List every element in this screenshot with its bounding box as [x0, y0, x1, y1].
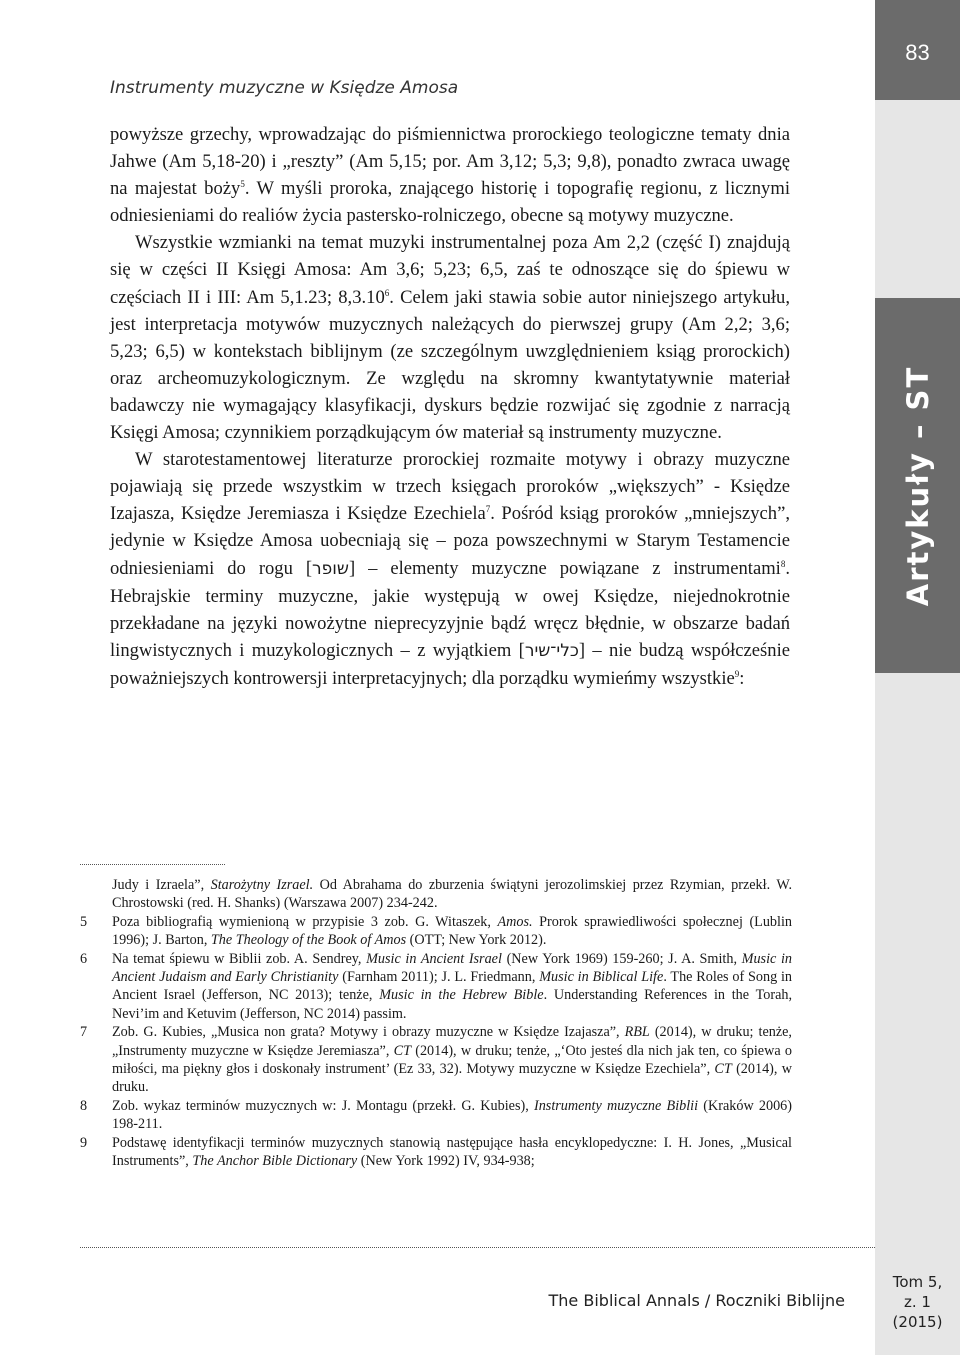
footnote-number: 7 — [80, 1024, 88, 1041]
footnote-6: 6 Na temat śpiewu w Biblii zob. A. Sendrey, Music in Ancient Israel (New York 1969) 159-260; J. A. Smith, Music in Ancient Judaism and Early Christianity (Farnham 2011); J. L. Friedmann, Music in Biblical Life. The Roles of Song in Ancient Israel (Jefferson, NC 2013); tenże, Music in the Hebrew Bible. Understanding References in the Torah, Nevi’im and Ketuvim (Jefferson, NC 2014) passim. — [80, 950, 793, 1022]
footnote-ref-8[interactable]: 8 — [780, 558, 786, 569]
footnote-ref-9[interactable]: 9 — [734, 668, 740, 679]
footnotes — [80, 876, 792, 1171]
volume-line-2: z. 1 — [904, 1293, 931, 1311]
body-text — [110, 121, 790, 692]
footnote-ref-5[interactable]: 5 — [240, 179, 245, 189]
footer-rule — [80, 1247, 875, 1248]
footnote-number: 9 — [80, 1134, 88, 1151]
footnote-7: 7 Zob. G. Kubies, „Musica non grata? Motywy i obrazy muzyczne w Księdze Izajasza”, RBL (2014), w druku; tenże, „Instrumenty muzyczne w Księdze Jeremiasza”, CT (2014), w druku; tenże, „‘Oto jesteś dla nich jak ten, co śpiewa o miłości, ma piękny głos i doskonały instrument’ (Ez 33, 32). Motywy muzyczne w Księdze Ezechiela”, CT (2014), w druku. — [80, 1024, 792, 1096]
footnote-number: 6 — [80, 950, 88, 967]
section-tab — [875, 298, 960, 673]
volume-line-1: Tom 5, — [892, 1273, 943, 1291]
side-strip — [875, 0, 960, 1355]
page-number: 83 — [875, 0, 960, 100]
footnote-5: 5 Poza bibliografią wymienioną w przypisie 3 zob. G. Witaszek, Amos. Prorok sprawiedliwości społecznej (Lublin 1996); J. Barton, The Theology of the Book of Amos (OTT; New York 2012). — [80, 913, 792, 949]
hebrew-term-kle-shir: כלי־שיר — [524, 640, 579, 661]
footnote-separator — [80, 864, 225, 865]
footnote-8: 8 Zob. wykaz terminów muzycznych w: J. Montagu (przekł. G. Kubies), Instrumenty muzyczne Biblii (Kraków 2006) 198-211. — [80, 1097, 792, 1133]
section-tab-label: Artykuły – ST — [900, 365, 935, 606]
hebrew-term-shofar: שופר — [312, 558, 349, 579]
running-head: Instrumenty muzyczne w Księdze Amosa — [110, 78, 459, 98]
footnote-ref-6[interactable]: 6 — [384, 287, 390, 298]
paragraph-2: Wszystkie wzmianki na temat muzyki instrumentalnej poza Am 2,2 (część I) znajdują się w części II Księgi Amosa: Am 3,6; 5,23; 6,5, zaś te odnoszące się do śpiewu w częściach II i III: Am 5,1.23; 8,3.10$^6$. Celem jaki stawia sobie autor niniejszego artykułu, jest interpretacja motywów muzycznych należących do pierwszej grupy (Am 2,2; 3,6; 5,23; 6,5) w kontekstach biblijnym (ze szczególnym uwzględnieniem ksiąg prorockich) oraz archeomuzykologicznym. Ze względu na skromny kwantytatywnie materiał badawczy nie wymagający klasyfikacji, dyskurs będzie rozwijać się zgodnie z narracją Księgi Amosa; czynnikiem porządkującym ów materiał są instrumenty muzyczne. — [110, 232, 790, 444]
footnote-continuation: Judy i Izraela”, Starożytny Izrael. Od Abrahama do zburzenia świątyni jerozolimskiej przez Rzymian, przekł. W. Chrostowski (red. H. Shanks) (Warszawa 2007) 234-242. — [112, 877, 793, 912]
footnote-9: 9 Podstawę identyfikacji terminów muzycznych stanowią następujące hasła encyklopedyczne: I. H. Jones, „Musical Instruments”, The Anchor Bible Dictionary (New York 1992) IV, 934-938; — [80, 1134, 792, 1170]
paragraph-3: W starotestamentowej literaturze prorockiej rozmaite motywy i obrazy muzyczne pojawiają się przede wszystkim w trzech księgach proroków „większych” - Księdze Izajasza, Księdze Jeremiasza i Księdze Ezechiela$^7$. Pośród ksiąg proroków „mniejszych”, jedynie w Księdze Amosa uobecniają się – poza powszechnymi w Starym Testamencie odniesieniami do rogu [שופר] – elementy muzyczne powiązane z instrumentami$^8$. Hebrajskie terminy muzyczne, jakie występują w owej Księdze, niejednokrotnie przekładane na języki nowożytne nieprecyzyjnie bądź wręcz błędnie, w obszarze badań lingwistycznych i muzykologicznych – z wyjątkiem [כלי־שיר] – nie budzą współcześnie poważniejszych kontrowersji interpretacyjnych; dla porządku wymieńmy wszystkie$^9$: — [110, 449, 791, 689]
volume-line-3: (2015) — [892, 1313, 943, 1331]
footnote-number: 5 — [80, 913, 88, 930]
volume-info — [875, 1272, 960, 1332]
paragraph-1: powyższe grzechy, wprowadzając do piśmiennictwa prorockiego teologiczne tematy dnia Jahwe (Am 5,18-20) i „reszty” (Am 5,15; por. Am 3,12; 5,3; 9,8), ponadto zwraca uwagę na majestat boży$^5$. W myśli proroka, znającego historię i topografię regionu, z licznymi odniesieniami do realiów życia pastersko-rolniczego, obecne są motywy muzyczne. — [110, 124, 790, 227]
journal-title: The Biblical Annals / Roczniki Biblijne — [548, 1291, 845, 1310]
footnote-ref-7[interactable]: 7 — [485, 504, 491, 515]
footnote-number: 8 — [80, 1097, 88, 1114]
